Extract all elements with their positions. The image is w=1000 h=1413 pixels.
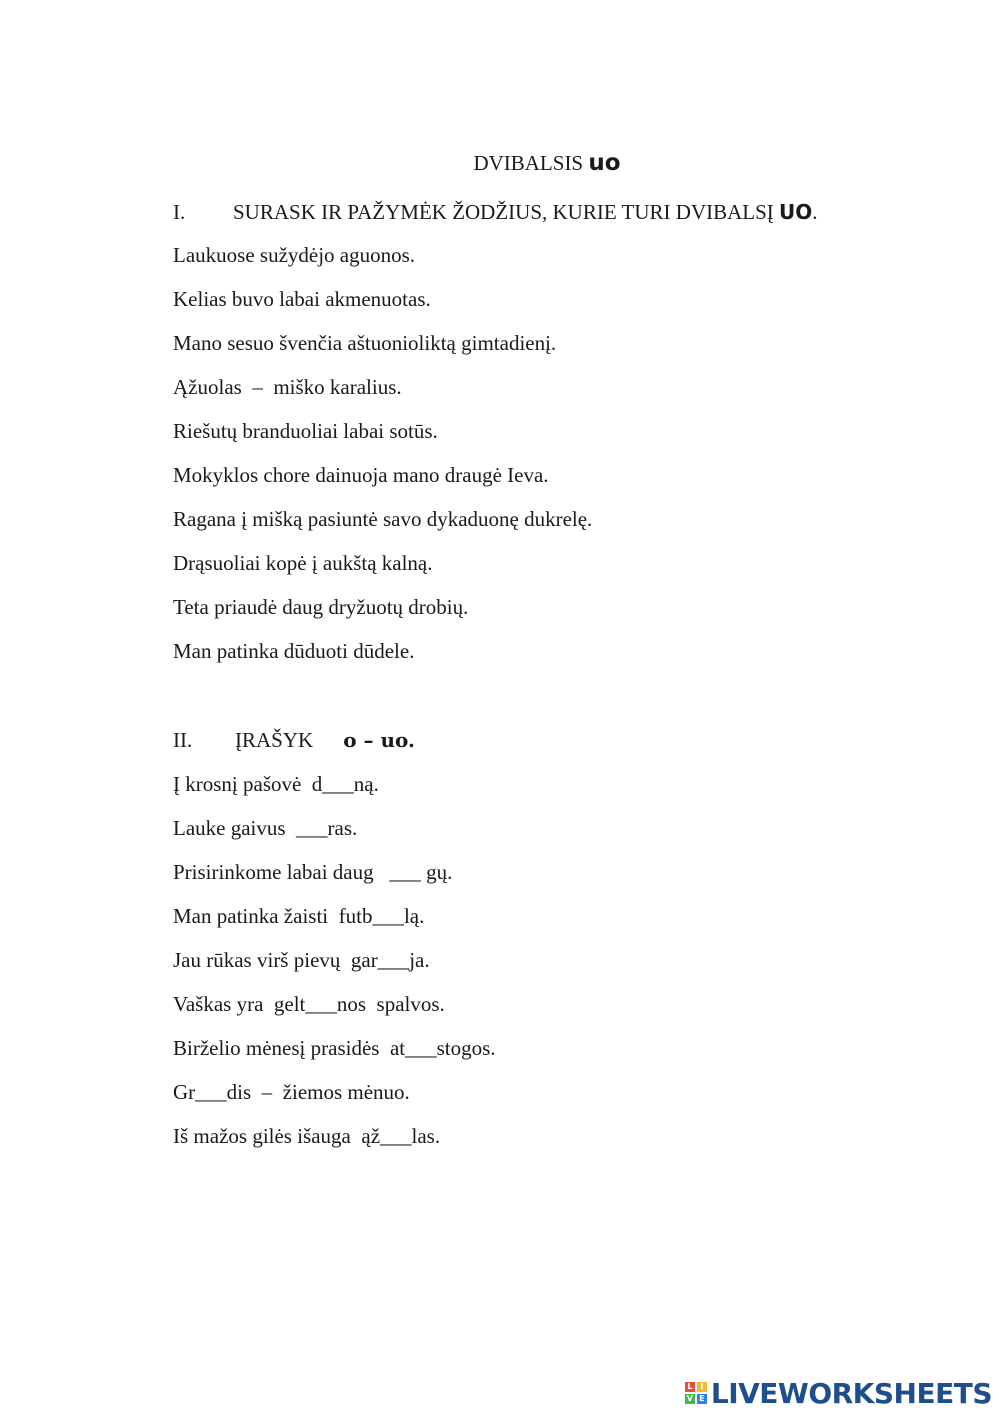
section-1-number: I. (173, 200, 186, 224)
logo-cell: I (697, 1382, 707, 1392)
logo-cell: V (686, 1394, 693, 1403)
fill-in-sentence[interactable]: Man patinka žaisti futb___lą. (173, 904, 425, 928)
sentence: Teta priaudė daug dryžuotų drobių. (173, 595, 469, 619)
fill-in-sentence[interactable]: Iš mažos gilės išauga ąž___las. (173, 1124, 441, 1148)
fill-in-sentence[interactable]: Gr___dis – žiemos mėnuo. (173, 1080, 410, 1104)
sentence: Riešutų branduoliai labai sotūs. (173, 419, 438, 443)
section-2-instruction: ĮRAŠYK (235, 728, 314, 752)
fill-in-sentence[interactable]: Lauke gaivus ___ras. (173, 816, 358, 840)
logo-cell: E (697, 1394, 707, 1404)
logo-cell: L (685, 1382, 695, 1392)
sentence: Laukuose sužydėjo aguonos. (173, 243, 416, 267)
title-text: DVIBALSIS (473, 151, 589, 175)
logo-icon (685, 1382, 707, 1404)
section-1-end: . (812, 200, 818, 224)
section-2-sentences (173, 772, 496, 1168)
section-1-heading (173, 200, 818, 225)
sentence: Mano sesuo švenčia aštuonioliktą gimtadienį. (173, 331, 557, 355)
sentence: Mokyklos chore dainuoja mano draugė Ieva. (173, 463, 549, 487)
fill-in-sentence[interactable]: Į krosnį pašovė d___ną. (173, 772, 379, 796)
sentence: Drąsuoliai kopė į aukštą kalną. (173, 551, 433, 575)
section-1-instruction: SURASK IR PAŽYMĖK ŽODŽIUS, KURIE TURI DVIBALSĮ (233, 200, 780, 224)
sentence: Ragana į mišką pasiuntė savo dykaduonę dukrelę. (173, 507, 593, 531)
section-2-number: II. (173, 728, 193, 752)
title-emphasis: uo (588, 150, 621, 176)
fill-in-sentence[interactable]: Jau rūkas virš pievų gar___ja. (173, 948, 430, 972)
sentence: Kelias buvo labai akmenuotas. (173, 287, 431, 311)
sentence: Man patinka dūduoti dūdele. (173, 639, 415, 663)
section-1-sentences (173, 243, 592, 683)
fill-in-sentence[interactable]: Prisirinkome labai daug ___ gų. (173, 860, 453, 884)
sentence: Ąžuolas – miško karalius. (173, 375, 402, 399)
liveworksheets-logo[interactable] (685, 1373, 992, 1413)
fill-in-sentence[interactable]: Birželio mėnesį prasidės at___stogos. (173, 1036, 496, 1060)
worksheet-title (0, 150, 1000, 176)
section-1-emphasis: UO (779, 200, 813, 224)
section-2-letters: o – uo. (343, 728, 415, 752)
section-2-heading (173, 728, 415, 753)
logo-text: LIVEWORKSHEETS (710, 1376, 992, 1410)
fill-in-sentence[interactable]: Vaškas yra gelt___nos spalvos. (173, 992, 445, 1016)
